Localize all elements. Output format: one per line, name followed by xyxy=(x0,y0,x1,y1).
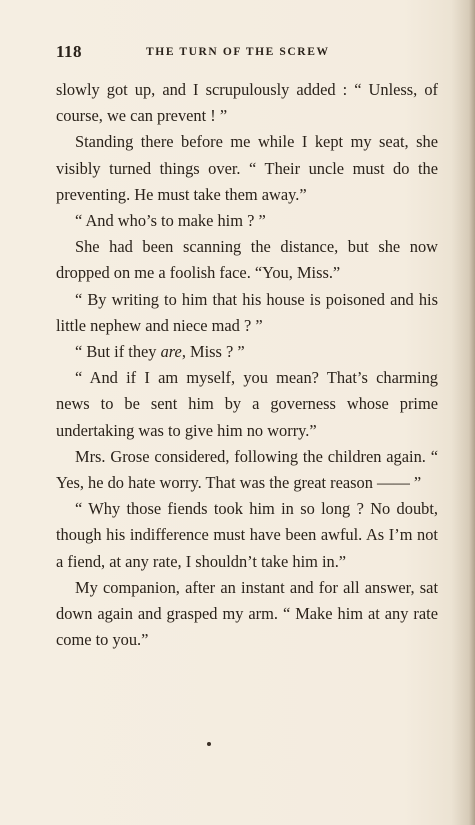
running-title: THE TURN OF THE SCREW xyxy=(146,46,330,58)
paragraph-2: Standing there before me while I kept my seat, she visibly turned things over. “ Their uncle must do the preventing. He must take them away.” xyxy=(56,132,438,204)
paragraph-7: “ And if I am myself, you mean? That’s charming news to be sent him by a governess whose prime undertaking was to give him no worry.” xyxy=(56,368,438,440)
body-text xyxy=(56,77,438,653)
page-number: 118 xyxy=(56,42,83,61)
page-edge-shadow xyxy=(469,0,475,825)
paragraph-1: slowly got up, and I scrupulously added : “ Unless, of course, we can prevent ! ” xyxy=(56,80,438,126)
paragraph-10: My companion, after an instant and for all answer, sat down again and grasped my arm. “ Make him at any rate come to you.” xyxy=(56,577,438,650)
paragraph-6 xyxy=(56,339,438,365)
paragraph-8: Mrs. Grose considered, following the children again. “ Yes, he do hate worry. That was the great reason —— ” xyxy=(56,446,438,493)
paragraph-4: She had been scanning the distance, but she now dropped on me a foolish face. “You, Miss.” xyxy=(56,237,438,283)
paragraph-6-end: , Miss ? ” xyxy=(181,342,245,362)
paragraph-9: “ Why those fiends took him in so long ? No doubt, though his indifference must have been awful. As I’m not a fiend, at any rate, I shouldn’t take him in.” xyxy=(56,499,438,571)
paragraph-5: “ By writing to him that his house is poisoned and his little nephew and niece mad ? ” xyxy=(56,289,438,335)
emphasized-word: are xyxy=(160,342,182,362)
paragraph-3: “ And who’s to make him ? ” xyxy=(75,211,266,231)
page-header xyxy=(56,42,436,64)
page-ornament-dot xyxy=(207,742,211,746)
paragraph-6-start: “ But if they xyxy=(75,342,161,362)
